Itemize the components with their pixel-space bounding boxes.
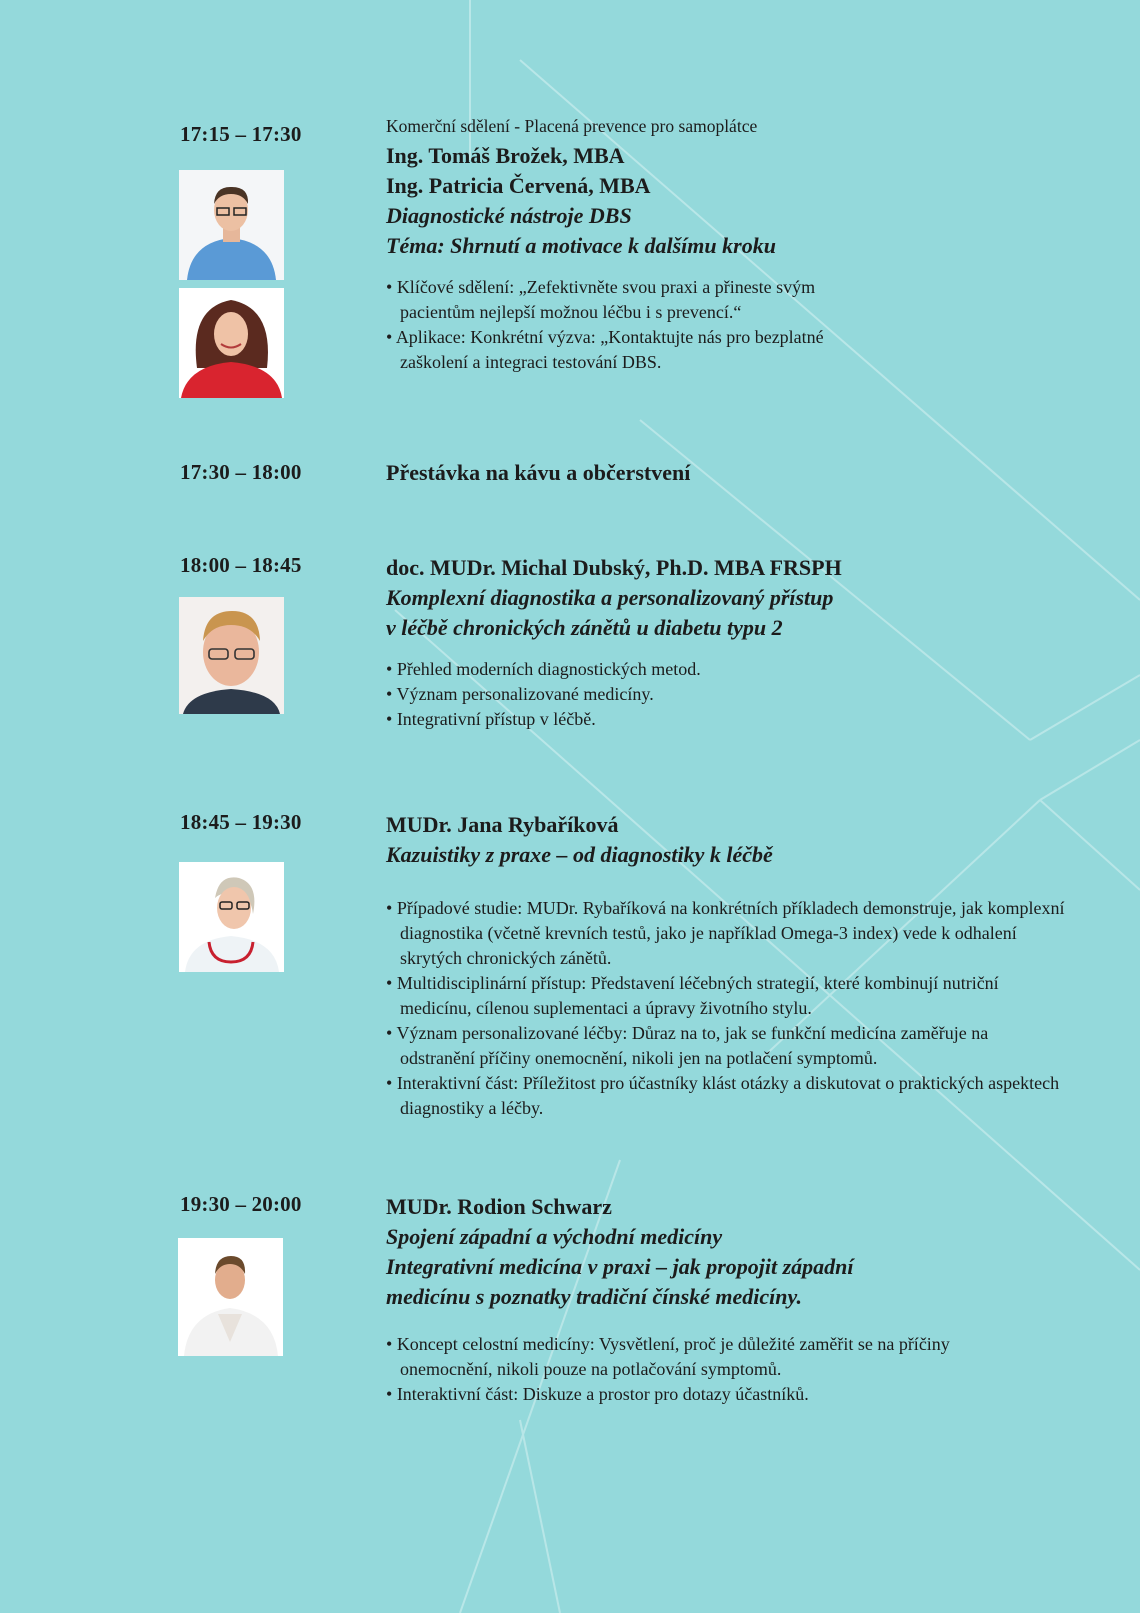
bullet-item: • Integrativní přístup v léčbě.: [386, 707, 1086, 732]
speaker-photo-woman: [179, 288, 284, 398]
talk-title: Komplexní diagnostika a personalizovaný přístup: [386, 585, 834, 610]
session-content: [386, 810, 1086, 1121]
speaker-photo-man: [179, 597, 284, 714]
talk-title: Spojení západní a východní medicíny: [386, 1224, 723, 1249]
bullet-item: • Interaktivní část: Diskuze a prostor pro dotazy účastníků.: [386, 1382, 966, 1407]
talk-title: Diagnostické nástroje DBS: [386, 203, 632, 228]
commercial-note: Komerční sdělení - Placená prevence pro samoplátce: [386, 116, 758, 136]
bullet-list: [386, 1332, 966, 1407]
bullet-list: [386, 896, 1066, 1121]
session-time: 18:45 – 19:30: [180, 810, 302, 834]
bullet-item: • Význam personalizované léčby: Důraz na to, jak se funkční medicína zaměřuje na odstranění příčiny onemocnění, nikoli jen na potlačení symptomů.: [386, 1021, 1066, 1071]
session-content: [386, 553, 1086, 732]
speaker-name: MUDr. Rodion Schwarz: [386, 1194, 612, 1219]
session-content: [386, 460, 1086, 486]
talk-title: medicínu s poznatky tradiční čínské medicíny.: [386, 1284, 802, 1309]
bullet-item: • Koncept celostní medicíny: Vysvětlení, proč je důležité zaměřit se na příčiny onemocnění, nikoli pouze na potlačování symptomů.: [386, 1332, 966, 1382]
bullet-item: • Aplikace: Konkrétní výzva: „Kontaktujte nás pro bezplatné zaškolení a integraci testování DBS.: [386, 325, 886, 375]
session-time: 17:30 – 18:00: [180, 460, 302, 484]
break-title: Přestávka na kávu a občerstvení: [386, 460, 691, 485]
session-content: [386, 1192, 1086, 1407]
talk-title: Téma: Shrnutí a motivace k dalšímu kroku: [386, 233, 776, 258]
bullet-item: • Klíčové sdělení: „Zefektivněte svou praxi a přineste svým pacientům nejlepší možnou léčbu i s prevencí.“: [386, 275, 886, 325]
speaker-photo-woman: [179, 862, 284, 972]
bullet-item: • Případové studie: MUDr. Rybaříková na konkrétních příkladech demonstruje, jak komplexní diagnostika (včetně krevních testů, jako je například Omega-3 index) vede k odhalení skrytých chronických zánětů.: [386, 896, 1066, 971]
session-time: 17:15 – 17:30: [180, 122, 302, 146]
speaker-name: MUDr. Jana Rybaříková: [386, 812, 619, 837]
speaker-name: Ing. Patricia Červená, MBA: [386, 173, 651, 198]
bullet-list: [386, 657, 1086, 732]
bullet-item: • Interaktivní část: Příležitost pro účastníky klást otázky a diskutovat o praktických aspektech diagnostiky a léčby.: [386, 1071, 1066, 1121]
speaker-name: Ing. Tomáš Brožek, MBA: [386, 143, 625, 168]
session-content: [386, 116, 1086, 375]
speaker-photo-man: [178, 1238, 283, 1356]
talk-title: Integrativní medicína v praxi – jak propojit západní: [386, 1254, 854, 1279]
session-time: 18:00 – 18:45: [180, 553, 302, 577]
bullet-item: • Přehled moderních diagnostických metod.: [386, 657, 1086, 682]
speaker-name: doc. MUDr. Michal Dubský, Ph.D. MBA FRSPH: [386, 555, 842, 580]
session-time: 19:30 – 20:00: [180, 1192, 302, 1216]
speaker-photo-man: [179, 170, 284, 280]
talk-title: v léčbě chronických zánětů u diabetu typu 2: [386, 615, 783, 640]
bullet-list: [386, 275, 886, 375]
bullet-item: • Význam personalizované medicíny.: [386, 682, 1086, 707]
talk-title: Kazuistiky z praxe – od diagnostiky k léčbě: [386, 842, 773, 867]
bullet-item: • Multidisciplinární přístup: Představení léčebných strategií, které kombinují nutriční medicínu, cílenou suplementaci a úpravy životního stylu.: [386, 971, 1066, 1021]
